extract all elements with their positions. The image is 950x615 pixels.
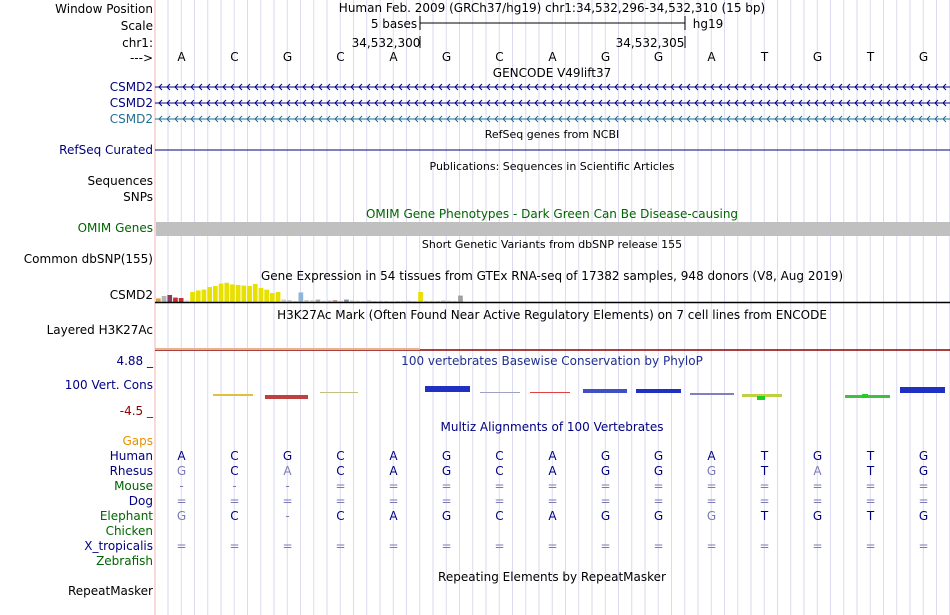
gtex-bar <box>179 298 184 302</box>
alignment-base: = <box>706 539 717 553</box>
gtex-bar <box>219 284 224 302</box>
position-title: Human Feb. 2009 (GRCh37/hg19) chr1:34,532,296-34,532,310 (15 bp) <box>338 1 766 15</box>
omim-title: OMIM Gene Phenotypes - Dark Green Can Be Disease-causing <box>365 207 739 221</box>
alignment-base: = <box>388 479 399 493</box>
alignment-base: = <box>494 539 505 553</box>
gtex-bar <box>230 284 235 302</box>
alignment-base: = <box>282 539 293 553</box>
gencode-title: GENCODE V49lift37 <box>492 66 612 80</box>
alignment-base: = <box>282 494 293 508</box>
cons-max-label: 4.88 _ <box>116 354 153 368</box>
gtex-bar <box>276 292 281 302</box>
phylop-glyph <box>213 394 253 396</box>
sequence-base: G <box>441 50 452 64</box>
sequence-base: G <box>812 50 823 64</box>
alignment-base: A <box>548 449 557 463</box>
gtex-bar <box>458 296 463 302</box>
gtex-bar <box>264 290 269 302</box>
alignment-base: = <box>600 479 611 493</box>
alignment-base: T <box>760 449 769 463</box>
species-label[interactable]: Rhesus <box>109 464 153 478</box>
gtex-bar <box>224 283 229 302</box>
gtex-bar <box>190 292 195 302</box>
alignment-base: = <box>865 479 876 493</box>
alignment-base: = <box>441 539 452 553</box>
alignment-base: A <box>389 509 398 523</box>
gtex-title: Gene Expression in 54 tissues from GTEx RNA-seq of 17382 samples, 948 donors (V8, Aug 2019) <box>260 269 844 283</box>
species-label[interactable]: Human <box>109 449 153 463</box>
alignment-base: - <box>232 479 237 493</box>
alignment-base: = <box>335 479 346 493</box>
alignment-base: G <box>918 509 929 523</box>
alignment-base: = <box>759 539 770 553</box>
alignment-base: T <box>866 464 875 478</box>
sequences-label[interactable]: Sequences <box>87 174 153 188</box>
alignment-base: G <box>441 449 452 463</box>
alignment-base: G <box>812 449 823 463</box>
alignment-base: = <box>547 539 558 553</box>
phylop-glyph <box>757 396 765 400</box>
gtex-bar <box>304 300 309 302</box>
phylop-glyph <box>425 386 470 392</box>
gtex-bar <box>299 292 304 302</box>
gtex-bar <box>270 293 275 302</box>
gtex-bar <box>185 300 190 302</box>
csmd2-track-label-1[interactable]: CSMD2 <box>109 80 153 94</box>
gtex-bar <box>418 292 423 302</box>
alignment-base: G <box>918 449 929 463</box>
sequence-base: G <box>653 50 664 64</box>
alignment-base: A <box>707 449 716 463</box>
alignment-base: = <box>653 494 664 508</box>
alignment-base: C <box>495 509 504 523</box>
sequence-base: A <box>707 50 716 64</box>
species-label[interactable]: Dog <box>128 494 153 508</box>
alignment-base: G <box>653 464 664 478</box>
alignment-base: G <box>600 449 611 463</box>
coord-right: 34,532,305 <box>615 36 685 50</box>
species-label[interactable]: Chicken <box>105 524 153 538</box>
dbsnp-title: Short Genetic Variants from dbSNP release 155 <box>421 238 683 251</box>
alignment-base: = <box>388 494 399 508</box>
alignment-base: G <box>282 449 293 463</box>
phylop-glyph <box>530 392 570 393</box>
alignment-base: - <box>285 509 290 523</box>
alignment-base: = <box>706 494 717 508</box>
alignment-base: = <box>600 494 611 508</box>
alignment-base: A <box>813 464 822 478</box>
h3k27ac-title: H3K27Ac Mark (Often Found Near Active Regulatory Elements) on 7 cell lines from ENCODE <box>277 308 827 322</box>
alignment-base: = <box>335 539 346 553</box>
alignment-base: G <box>176 509 187 523</box>
alignment-base: G <box>653 449 664 463</box>
alignment-base: = <box>653 539 664 553</box>
layered-h3k27ac-label[interactable]: Layered H3K27Ac <box>46 323 153 337</box>
sequence-base: T <box>760 50 769 64</box>
alignment-base: = <box>176 539 187 553</box>
repeatmasker-label[interactable]: RepeatMasker <box>67 584 153 598</box>
phylop-glyph <box>583 389 627 393</box>
refseq-title: RefSeq genes from NCBI <box>484 128 620 141</box>
alignment-base: A <box>389 449 398 463</box>
omim-gene-bar <box>156 222 950 236</box>
csmd2-track-label-3[interactable]: CSMD2 <box>109 112 153 126</box>
alignment-base: = <box>441 494 452 508</box>
alignment-base: = <box>494 479 505 493</box>
sequence-base: C <box>495 50 504 64</box>
alignment-base: C <box>495 449 504 463</box>
species-label[interactable]: Zebrafish <box>96 554 153 568</box>
alignment-base: = <box>812 539 823 553</box>
alignment-base: = <box>812 494 823 508</box>
alignment-base: G <box>441 464 452 478</box>
gtex-bar <box>242 286 247 302</box>
alignment-base: = <box>229 539 240 553</box>
alignment-base: = <box>759 479 770 493</box>
sequence-base: C <box>230 50 239 64</box>
gtex-bar <box>316 300 321 302</box>
alignment-base: = <box>865 494 876 508</box>
sequence-base: G <box>282 50 293 64</box>
omim-genes-label[interactable]: OMIM Genes <box>77 221 153 235</box>
alignment-base: = <box>547 479 558 493</box>
alignment-base: = <box>653 479 664 493</box>
alignment-base: G <box>176 464 187 478</box>
gtex-bar <box>253 284 258 302</box>
alignment-base: G <box>600 464 611 478</box>
sequence-base: G <box>600 50 611 64</box>
gtex-bar <box>344 300 349 302</box>
alignment-base: = <box>706 479 717 493</box>
alignment-base: T <box>866 449 875 463</box>
vert-cons-label[interactable]: 100 Vert. Cons <box>64 378 153 392</box>
gtex-bar <box>202 290 207 302</box>
species-label[interactable]: Elephant <box>99 509 153 523</box>
alignment-base: G <box>918 464 929 478</box>
alignment-base: = <box>918 494 929 508</box>
alignment-base: = <box>441 479 452 493</box>
species-label[interactable]: Mouse <box>114 479 153 493</box>
alignment-base: T <box>866 509 875 523</box>
alignment-base: C <box>336 464 345 478</box>
phylop-glyph <box>690 393 734 395</box>
multiz-title: Multiz Alignments of 100 Vertebrates <box>440 420 664 434</box>
scale-label: Scale <box>120 19 153 33</box>
sequence-base: T <box>866 50 875 64</box>
gtex-bar <box>156 298 161 302</box>
alignment-base: = <box>759 494 770 508</box>
alignment-base: A <box>177 449 186 463</box>
phylop-glyph <box>900 387 945 393</box>
gtex-bar <box>162 296 167 302</box>
gtex-bar <box>167 295 172 302</box>
species-label[interactable]: X_tropicalis <box>84 539 153 553</box>
publications-title: Publications: Sequences in Scientific Articles <box>429 160 675 173</box>
chr-label: chr1: <box>122 36 153 50</box>
sequence-base: A <box>177 50 186 64</box>
assembly-label: hg19 <box>692 17 724 31</box>
window-position-label: Window Position <box>55 2 153 16</box>
gaps-label[interactable]: Gaps <box>122 434 153 448</box>
strand-arrow-label: ---> <box>129 51 153 65</box>
phylop-glyph <box>480 392 520 393</box>
alignment-base: = <box>494 494 505 508</box>
alignment-base: C <box>336 509 345 523</box>
gtex-bar <box>207 287 212 302</box>
phylop-glyph <box>320 392 358 393</box>
alignment-base: - <box>179 479 184 493</box>
alignment-base: A <box>389 464 398 478</box>
alignment-base: - <box>285 479 290 493</box>
alignment-base: A <box>548 464 557 478</box>
alignment-base: = <box>600 539 611 553</box>
repeatmasker-title: Repeating Elements by RepeatMasker <box>438 570 666 584</box>
alignment-base: C <box>495 464 504 478</box>
alignment-base: = <box>918 539 929 553</box>
alignment-base: = <box>865 539 876 553</box>
alignment-base: = <box>388 539 399 553</box>
gtex-bar <box>236 285 241 302</box>
sequence-base: A <box>389 50 398 64</box>
alignment-base: G <box>600 509 611 523</box>
gtex-bar <box>259 288 264 302</box>
coord-left: 34,532,300 <box>351 36 421 50</box>
alignment-base: G <box>812 509 823 523</box>
alignment-base: G <box>706 464 717 478</box>
alignment-base: C <box>230 509 239 523</box>
sequence-base: A <box>548 50 557 64</box>
common-dbsnp-label[interactable]: Common dbSNP(155) <box>23 252 153 266</box>
phylop-glyph <box>636 389 681 393</box>
gtex-bar <box>213 286 218 302</box>
alignment-base: = <box>229 494 240 508</box>
alignment-base: T <box>760 509 769 523</box>
snps-label[interactable]: SNPs <box>123 190 153 204</box>
phylop-title: 100 vertebrates Basewise Conservation by PhyloP <box>401 354 703 368</box>
alignment-base: G <box>706 509 717 523</box>
refseq-curated-label[interactable]: RefSeq Curated <box>59 143 153 157</box>
gtex-bar <box>173 298 178 302</box>
alignment-base: = <box>812 479 823 493</box>
gtex-csmd2-label[interactable]: CSMD2 <box>109 288 153 302</box>
alignment-base: = <box>176 494 187 508</box>
alignment-base: A <box>548 509 557 523</box>
cons-min-label: -4.5 _ <box>119 404 153 418</box>
h3k27ac-signal <box>155 348 420 350</box>
gtex-bar <box>247 286 252 302</box>
phylop-glyph <box>265 395 308 399</box>
alignment-base: C <box>230 449 239 463</box>
gtex-bar <box>287 300 292 302</box>
alignment-base: G <box>441 509 452 523</box>
alignment-base: G <box>653 509 664 523</box>
alignment-base: = <box>547 494 558 508</box>
alignment-base: C <box>336 449 345 463</box>
alignment-base: T <box>760 464 769 478</box>
sequence-base: C <box>336 50 345 64</box>
gtex-bar <box>333 300 338 302</box>
sequence-base: G <box>918 50 929 64</box>
csmd2-track-label-2[interactable]: CSMD2 <box>109 96 153 110</box>
scale-text: 5 bases <box>370 17 418 31</box>
gtex-bar <box>281 300 286 302</box>
alignment-base: A <box>283 464 292 478</box>
alignment-base: C <box>230 464 239 478</box>
phylop-glyph <box>862 394 868 398</box>
gtex-bar <box>196 290 201 302</box>
alignment-base: = <box>918 479 929 493</box>
alignment-base: = <box>335 494 346 508</box>
